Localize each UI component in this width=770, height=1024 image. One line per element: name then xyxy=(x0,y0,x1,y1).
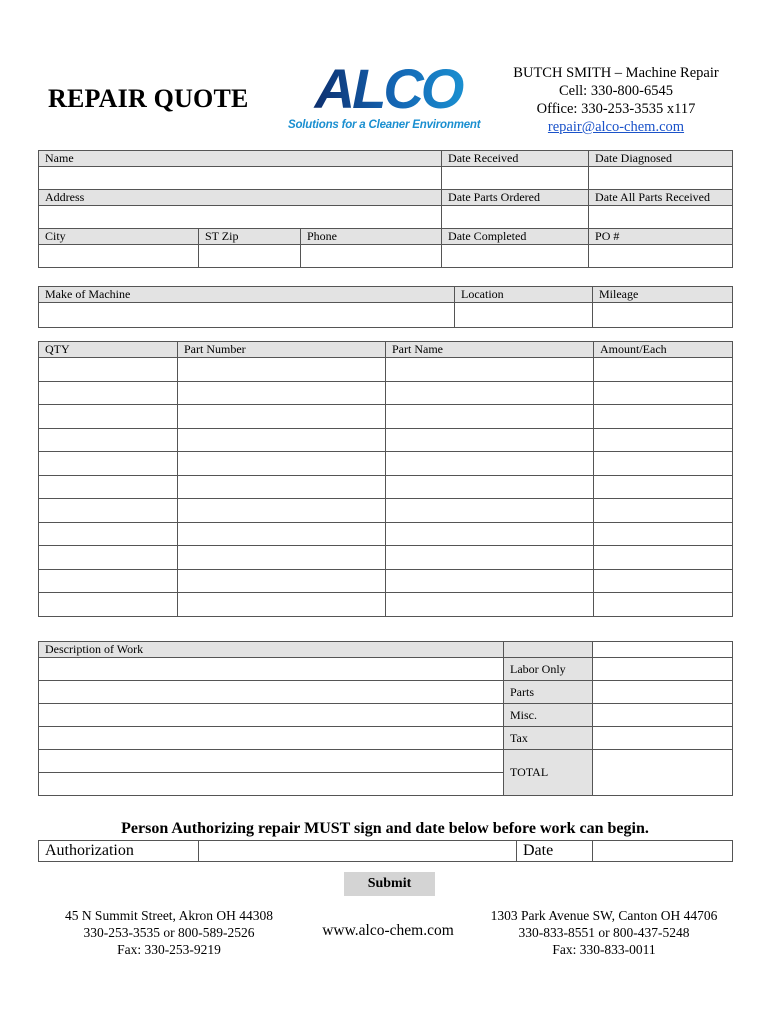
part-number-cell[interactable] xyxy=(178,522,386,546)
qty-cell[interactable] xyxy=(39,546,178,570)
description-line[interactable] xyxy=(39,773,504,796)
labor-only-field[interactable] xyxy=(593,658,733,681)
parts-row xyxy=(39,428,733,452)
contact-email-link[interactable]: repair@alco-chem.com xyxy=(547,119,685,135)
description-line[interactable] xyxy=(39,681,504,704)
footer-website[interactable]: www.alco-chem.com xyxy=(322,922,454,939)
part-name-cell[interactable] xyxy=(386,475,594,499)
misc-label: Misc. xyxy=(504,704,593,727)
date-diagnosed-label: Date Diagnosed xyxy=(589,151,733,167)
parts-row xyxy=(39,522,733,546)
qty-cell[interactable] xyxy=(39,381,178,405)
description-line[interactable] xyxy=(39,658,504,681)
parts-row xyxy=(39,381,733,405)
part-number-cell[interactable] xyxy=(178,475,386,499)
amount-each-cell[interactable] xyxy=(594,499,733,523)
city-field[interactable] xyxy=(39,245,199,268)
description-of-work-label: Description of Work xyxy=(39,642,504,658)
footer-right-line2: 330-833-8551 or 800-437-5248 xyxy=(518,925,690,940)
parts-row xyxy=(39,405,733,429)
description-line[interactable] xyxy=(39,704,504,727)
authorization-label: Authorization xyxy=(39,841,199,862)
contact-cell: Cell: 330-800-6545 xyxy=(559,83,673,99)
part-number-cell[interactable] xyxy=(178,405,386,429)
page-title: REPAIR QUOTE xyxy=(48,84,249,113)
part-number-cell[interactable] xyxy=(178,452,386,476)
labor-only-label: Labor Only xyxy=(504,658,593,681)
totals-header-value xyxy=(593,642,733,658)
footer-canton-address xyxy=(476,907,732,958)
date-diagnosed-field[interactable] xyxy=(589,167,733,190)
part-name-cell[interactable] xyxy=(386,452,594,476)
part-number-cell[interactable] xyxy=(178,593,386,617)
footer-left-line2: 330-253-3535 or 800-589-2526 xyxy=(83,925,255,940)
parts-row xyxy=(39,546,733,570)
st-zip-label: ST Zip xyxy=(199,229,301,245)
part-number-cell[interactable] xyxy=(178,358,386,382)
phone-label: Phone xyxy=(301,229,442,245)
submit-button[interactable]: Submit xyxy=(344,872,435,896)
part-name-cell[interactable] xyxy=(386,381,594,405)
date-completed-label: Date Completed xyxy=(442,229,589,245)
authorization-heading: Person Authorizing repair MUST sign and date below before work can begin. xyxy=(121,820,649,837)
total-field[interactable] xyxy=(593,750,733,796)
qty-cell[interactable] xyxy=(39,569,178,593)
name-label: Name xyxy=(39,151,442,167)
po-field[interactable] xyxy=(589,245,733,268)
part-name-cell[interactable] xyxy=(386,405,594,429)
location-label: Location xyxy=(455,287,593,303)
date-completed-field[interactable] xyxy=(442,245,589,268)
parts-row xyxy=(39,452,733,476)
amount-each-header: Amount/Each xyxy=(594,342,733,358)
qty-cell[interactable] xyxy=(39,358,178,382)
date-received-field[interactable] xyxy=(442,167,589,190)
parts-total-label: Parts xyxy=(504,681,593,704)
amount-each-cell[interactable] xyxy=(594,546,733,570)
mileage-field[interactable] xyxy=(593,303,733,328)
machine-table xyxy=(38,286,733,328)
authorization-signature-field[interactable] xyxy=(199,841,517,862)
work-table xyxy=(38,641,733,796)
footer-akron-address xyxy=(40,907,298,958)
part-name-cell[interactable] xyxy=(386,546,594,570)
date-parts-ordered-label: Date Parts Ordered xyxy=(442,190,589,206)
parts-table xyxy=(38,341,733,617)
logo-wordmark: ALCO xyxy=(314,57,462,120)
amount-each-cell[interactable] xyxy=(594,428,733,452)
date-parts-ordered-field[interactable] xyxy=(442,206,589,229)
total-label: TOTAL xyxy=(504,750,593,796)
part-number-cell[interactable] xyxy=(178,546,386,570)
part-number-header: Part Number xyxy=(178,342,386,358)
authorization-date-field[interactable] xyxy=(593,841,733,862)
amount-each-cell[interactable] xyxy=(594,593,733,617)
parts-row xyxy=(39,358,733,382)
amount-each-cell[interactable] xyxy=(594,358,733,382)
parts-row xyxy=(39,475,733,499)
contact-office: Office: 330-253-3535 x117 xyxy=(536,101,696,117)
amount-each-cell[interactable] xyxy=(594,452,733,476)
description-line[interactable] xyxy=(39,750,504,773)
qty-cell[interactable] xyxy=(39,499,178,523)
authorization-table xyxy=(38,840,733,862)
logo-tagline: Solutions for a Cleaner Environment xyxy=(288,119,481,131)
date-label: Date xyxy=(517,841,593,862)
part-name-cell[interactable] xyxy=(386,358,594,382)
phone-field[interactable] xyxy=(301,245,442,268)
part-number-cell[interactable] xyxy=(178,499,386,523)
qty-header: QTY xyxy=(39,342,178,358)
part-number-cell[interactable] xyxy=(178,381,386,405)
totals-header-blank xyxy=(504,642,593,658)
parts-total-field[interactable] xyxy=(593,681,733,704)
part-name-cell[interactable] xyxy=(386,593,594,617)
qty-cell[interactable] xyxy=(39,593,178,617)
part-name-header: Part Name xyxy=(386,342,594,358)
make-of-machine-label: Make of Machine xyxy=(39,287,455,303)
date-all-parts-received-field[interactable] xyxy=(589,206,733,229)
customer-info-table xyxy=(38,150,733,268)
amount-each-cell[interactable] xyxy=(594,475,733,499)
qty-cell[interactable] xyxy=(39,405,178,429)
misc-field[interactable] xyxy=(593,704,733,727)
mileage-label: Mileage xyxy=(593,287,733,303)
footer-right-line3: Fax: 330-833-0011 xyxy=(552,942,656,957)
part-name-cell[interactable] xyxy=(386,428,594,452)
amount-each-cell[interactable] xyxy=(594,569,733,593)
date-received-label: Date Received xyxy=(442,151,589,167)
amount-each-cell[interactable] xyxy=(594,405,733,429)
footer-left-line3: Fax: 330-253-9219 xyxy=(117,942,221,957)
part-number-cell[interactable] xyxy=(178,428,386,452)
parts-row xyxy=(39,593,733,617)
qty-cell[interactable] xyxy=(39,522,178,546)
city-label: City xyxy=(39,229,199,245)
contact-block xyxy=(498,64,734,136)
qty-cell[interactable] xyxy=(39,452,178,476)
part-number-cell[interactable] xyxy=(178,569,386,593)
description-line[interactable] xyxy=(39,727,504,750)
tax-field[interactable] xyxy=(593,727,733,750)
part-name-cell[interactable] xyxy=(386,522,594,546)
make-of-machine-field[interactable] xyxy=(39,303,455,328)
qty-cell[interactable] xyxy=(39,428,178,452)
part-name-cell[interactable] xyxy=(386,569,594,593)
parts-row xyxy=(39,569,733,593)
po-label: PO # xyxy=(589,229,733,245)
parts-row xyxy=(39,499,733,523)
st-zip-field[interactable] xyxy=(199,245,301,268)
contact-name: BUTCH SMITH – Machine Repair xyxy=(513,65,719,81)
footer-right-line1: 1303 Park Avenue SW, Canton OH 44706 xyxy=(490,908,718,923)
address-label: Address xyxy=(39,190,442,206)
footer-left-line1: 45 N Summit Street, Akron OH 44308 xyxy=(64,908,274,923)
amount-each-cell[interactable] xyxy=(594,381,733,405)
amount-each-cell[interactable] xyxy=(594,522,733,546)
address-field[interactable] xyxy=(39,206,442,229)
tax-label: Tax xyxy=(504,727,593,750)
date-all-parts-received-label: Date All Parts Received xyxy=(589,190,733,206)
qty-cell[interactable] xyxy=(39,475,178,499)
location-field[interactable] xyxy=(455,303,593,328)
name-field[interactable] xyxy=(39,167,442,190)
part-name-cell[interactable] xyxy=(386,499,594,523)
